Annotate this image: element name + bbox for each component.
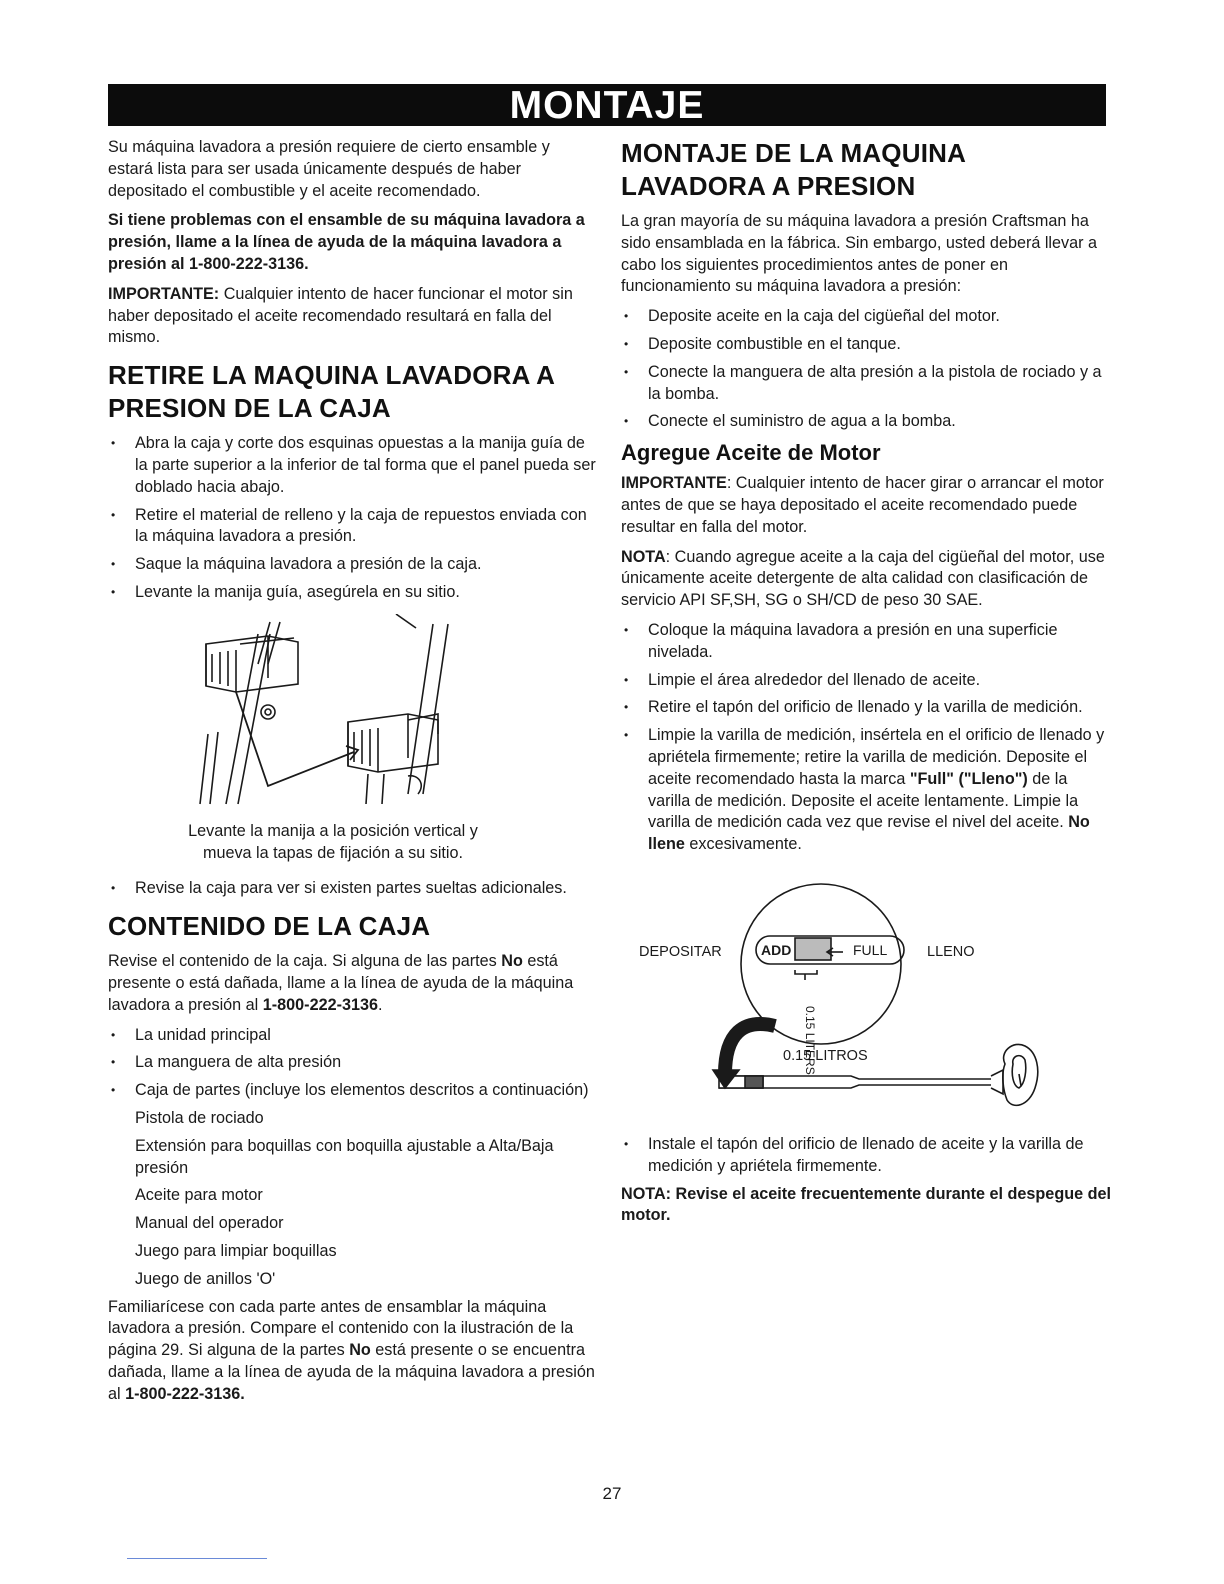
limpie-text-1: Limpie la varilla de medición, insértela en el orificio de llenado y apriétela firmemente; retire la varilla de medición. Deposite el aceite recomendado hasta la marca: [648, 726, 1105, 788]
familiar-text-2: está presente o se encuentra dañada, llame a la línea de ayuda de la máquina lavadora a presión al: [108, 1341, 595, 1403]
full-mark: FULL: [853, 941, 888, 958]
contenido-list: [108, 1025, 598, 1102]
page-number: 27: [602, 1484, 622, 1503]
limpie-text-2: de la varilla de medición. Deposite el aceite lentamente. Limpie la varilla de medición cada vez que revise el nivel del aceite.: [648, 769, 1079, 832]
sub-item: Juego para limpiar boquillas: [135, 1241, 337, 1260]
lleno-label: LLENO: [927, 943, 975, 960]
importante-paragraph: [108, 284, 598, 349]
limpie-full: "Full" ("Lleno"): [909, 769, 1028, 788]
montaje-list: [621, 306, 1111, 433]
list-item: [621, 725, 1111, 856]
list-item: • Instale el tapón del orificio de llenado de aceite y la varilla de medición y apriétela firmemente.: [621, 1134, 1111, 1178]
list-item: • Saque la máquina lavadora a presión de la caja.: [108, 554, 598, 576]
dipstick-drawing: [621, 874, 1111, 1124]
familiar-text-1: Familiarícese con cada parte antes de ensamblar la máquina lavadora a presión. Compare el contenido con la ilustración de la página 29. Si alguna de la partes: [108, 1297, 574, 1360]
intro-paragraph: Su máquina lavadora a presión requiere de cierto ensamble y estará lista para ser usada únicamente después de haber depositado el combustible y el aceite recomendado.: [108, 138, 550, 200]
aceite-list: [621, 620, 1111, 856]
contenido-intro-text: Revise el contenido de la caja. Si alguna de las partes: [108, 952, 502, 971]
contenido-intro-text-2: está presente o está dañada, llame a la línea de ayuda de la máquina lavadora a presión al: [108, 952, 574, 1014]
depositar-label: DEPOSITAR: [639, 943, 722, 960]
nota-paragraph: [621, 547, 1111, 612]
sub-item: Extensión para boquillas con boquilla ajustable a Alta/Baja presión: [135, 1136, 554, 1177]
nota-text: : Cuando agregue aceite a la caja del cigüeñal del motor, use únicamente aceite detergente de alta calidad con clasificación de servicio API SF,SH, SG o SH/CD de peso 30 SAE.: [621, 547, 1105, 610]
section-banner: MONTAJE: [108, 84, 1106, 126]
after-figure-list: [108, 878, 598, 900]
help-line-paragraph: Si tiene problemas con el ensamble de su máquina lavadora a presión, llame a la línea de ayuda de la máquina lavadora a presión al 1-800-222-3136.: [108, 211, 585, 273]
dipstick-illustration: [621, 874, 1111, 1124]
list-item: • Retire el material de relleno y la caja de repuestos enviada con la máquina lavadora a presión.: [108, 505, 598, 549]
list-item: • Revise la caja para ver si existen partes sueltas adicionales.: [108, 878, 598, 900]
importante-paragraph: [621, 473, 1111, 538]
familiar-phone: 1-800-222-3136.: [125, 1384, 245, 1403]
caption-line-1: Levante la manija a la posición vertical y: [188, 821, 478, 840]
importante-label: IMPORTANTE:: [108, 284, 220, 303]
instale-list: [621, 1134, 1111, 1178]
list-item: • La unidad principal: [108, 1025, 598, 1047]
list-item: • Levante la manija guía, asegúrela en su sitio.: [108, 582, 598, 604]
caption-line-2: mueva la tapas de fijación a su sitio.: [202, 843, 464, 862]
liters-mark: 0.15 LITERS: [803, 1005, 817, 1075]
montaje-intro: La gran mayoría de su máquina lavadora a presión Craftsman ha sido ensamblada en la fábrica. Sin embargo, usted deberá llevar a cabo los siguientes procedimientos antes de poner en funcionamiento su máquina lavadora a presión:: [621, 212, 1098, 296]
limpie-no-llene: No llene: [648, 813, 1090, 854]
importante-text: Cualquier intento de hacer funcionar el motor sin haber depositado el aceite recomendado resultará en falla del mismo.: [108, 284, 573, 347]
list-item: • Retire el tapón del orificio de llenado y la varilla de medición.: [621, 697, 1111, 719]
contenido-heading: CONTENIDO DE LA CAJA: [108, 911, 431, 942]
importante-text: : Cualquier intento de hacer girar o arrancar el motor antes de que se haya depositado el aceite recomendado puede resultar en falla del motor.: [621, 474, 1104, 536]
limpie-text-3: excesivamente.: [684, 835, 802, 854]
figure-caption: [108, 821, 598, 865]
list-item: • Caja de partes (incluye los elementos descritos a continuación): [108, 1080, 598, 1102]
left-column: [108, 137, 598, 1413]
add-mark: ADD: [761, 941, 792, 958]
litros-label: 0.15 LITROS: [783, 1047, 868, 1064]
familiarize-paragraph: [108, 1297, 598, 1406]
list-item: • Abra la caja y corte dos esquinas opuestas a la manija guía de la parte superior a la inferior de tal forma que el panel pueda ser doblado hacia abajo.: [108, 433, 598, 498]
contenido-intro-no: No: [501, 952, 523, 971]
nota-label: NOTA: [621, 547, 666, 566]
sub-item: Juego de anillos 'O': [135, 1269, 276, 1288]
handle-illustration: [108, 614, 598, 814]
familiar-no: No: [349, 1341, 371, 1360]
list-item: • La manguera de alta presión: [108, 1052, 598, 1074]
contenido-intro: [108, 951, 598, 1016]
footer-rule: [127, 1558, 267, 1559]
retire-heading: RETIRE LA MAQUINA LAVADORA A PRESION DE LA CAJA: [108, 360, 555, 424]
right-column: [621, 137, 1111, 1235]
montaje-heading: MONTAJE DE LA MAQUINA LAVADORA A PRESION: [621, 138, 966, 201]
sub-item: Manual del operador: [135, 1214, 284, 1233]
list-item: • Deposite combustible en el tanque.: [621, 334, 1111, 356]
sub-item: Aceite para motor: [135, 1186, 263, 1205]
phone-number: 1-800-222-3136: [262, 995, 378, 1014]
list-item: • Coloque la máquina lavadora a presión en una superficie nivelada.: [621, 620, 1111, 664]
nota-final: NOTA: Revise el aceite frecuentemente durante el despegue del motor.: [621, 1184, 1111, 1225]
importante-label: IMPORTANTE: [621, 474, 727, 493]
list-item: • Deposite aceite en la caja del cigüeñal del motor.: [621, 306, 1111, 328]
aceite-heading: Agregue Aceite de Motor: [621, 440, 881, 466]
sub-item: Pistola de rociado: [135, 1108, 264, 1127]
retire-list: [108, 433, 598, 604]
list-item: • Conecte la manguera de alta presión a la pistola de rociado y a la bomba.: [621, 362, 1111, 406]
list-item: • Limpie el área alrededor del llenado de aceite.: [621, 670, 1111, 692]
list-item: • Conecte el suministro de agua a la bomba.: [621, 411, 1111, 433]
period: .: [377, 995, 383, 1014]
